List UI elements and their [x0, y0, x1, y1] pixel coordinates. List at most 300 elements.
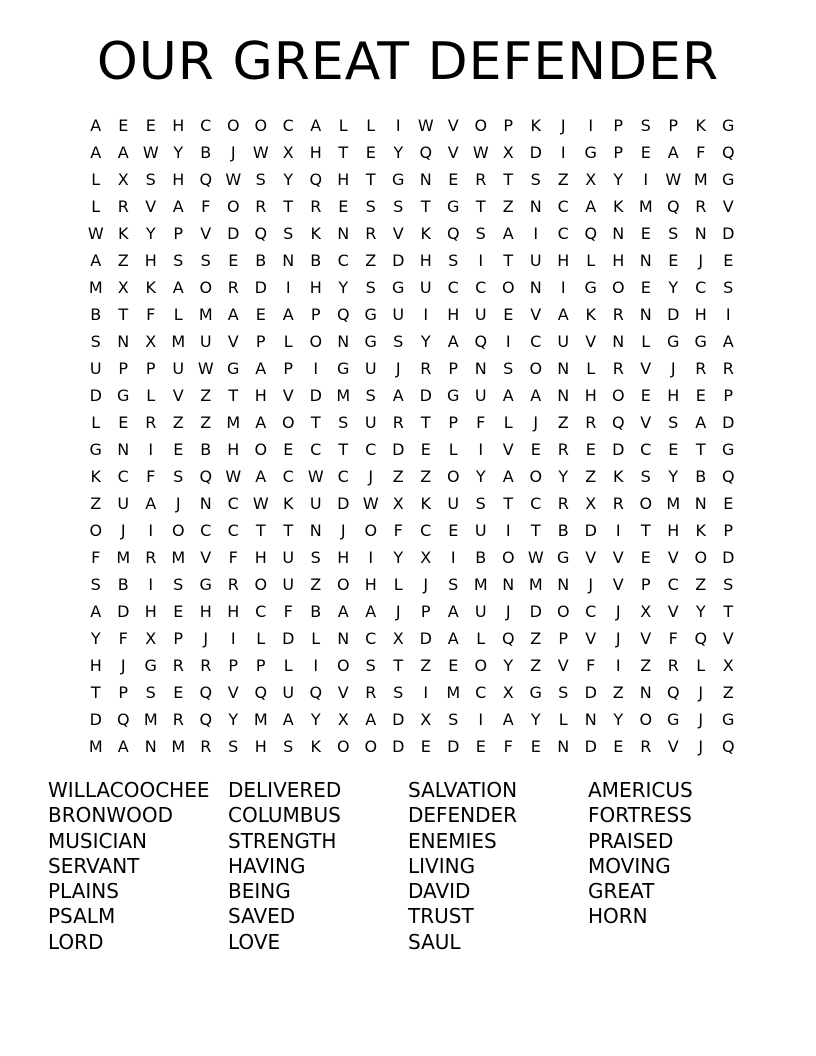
grid-letter: Z — [557, 413, 569, 432]
grid-letter: C — [585, 602, 597, 621]
grid-letter: E — [640, 143, 651, 162]
grid-letter: B — [200, 440, 212, 459]
grid-letter: I — [615, 656, 621, 675]
grid-letter: A — [227, 305, 239, 324]
grid-letter: V — [722, 629, 734, 648]
grid-letter: N — [612, 224, 625, 243]
grid-letter: O — [336, 737, 350, 756]
grid-letter: R — [695, 359, 707, 378]
grid-letter: G — [392, 278, 405, 297]
grid-letter: V — [530, 305, 542, 324]
grid-letter: A — [695, 413, 707, 432]
grid-letter: N — [639, 305, 652, 324]
grid-letter: V — [585, 629, 597, 648]
grid-letter: N — [502, 575, 515, 594]
grid-letter: J — [505, 602, 511, 621]
grid-letter: I — [285, 278, 291, 297]
grid-letter: U — [447, 494, 460, 513]
grid-letter: Z — [585, 467, 597, 486]
grid-letter: R — [172, 710, 184, 729]
grid-letter: N — [419, 170, 432, 189]
grid-letter: J — [588, 575, 594, 594]
grid-letter: V — [640, 359, 652, 378]
grid-letter: O — [529, 467, 543, 486]
grid-letter: K — [90, 467, 101, 486]
grid-row — [82, 463, 742, 490]
grid-letter: X — [392, 494, 404, 513]
grid-letter: V — [640, 413, 652, 432]
grid-row — [82, 301, 742, 328]
grid-letter: L — [366, 116, 376, 135]
grid-letter: Q — [694, 629, 708, 648]
grid-letter: U — [172, 359, 185, 378]
grid-letter: E — [640, 224, 651, 243]
grid-letter: X — [585, 494, 597, 513]
word-list — [48, 778, 788, 955]
grid-letter: D — [392, 440, 405, 459]
grid-letter: E — [448, 656, 459, 675]
word-item: LORD — [48, 929, 104, 954]
grid-letter: U — [419, 278, 432, 297]
grid-letter: G — [392, 170, 405, 189]
grid-letter: V — [667, 737, 679, 756]
word-item: DEFENDER — [408, 803, 518, 828]
grid-letter: J — [423, 575, 429, 594]
grid-letter: N — [612, 332, 625, 351]
grid-letter: C — [337, 467, 349, 486]
grid-letter: V — [557, 656, 569, 675]
grid-letter: E — [448, 521, 459, 540]
grid-letter: D — [584, 737, 597, 756]
grid-letter: W — [252, 143, 269, 162]
grid-letter: P — [503, 116, 514, 135]
grid-letter: O — [199, 278, 213, 297]
grid-letter: R — [145, 548, 157, 567]
grid-letter: D — [447, 737, 460, 756]
grid-letter: Z — [502, 197, 514, 216]
grid-letter: O — [639, 710, 653, 729]
grid-letter: T — [338, 440, 349, 459]
word-item: MUSICIAN — [48, 828, 147, 853]
grid-letter: U — [309, 494, 322, 513]
grid-letter: Y — [90, 629, 101, 648]
grid-letter: D — [89, 386, 102, 405]
grid-letter: X — [420, 548, 432, 567]
grid-letter: I — [230, 629, 236, 648]
grid-letter: C — [557, 224, 569, 243]
grid-letter: J — [615, 602, 621, 621]
grid-letter: Z — [557, 170, 569, 189]
grid-letter: F — [146, 305, 156, 324]
grid-letter: Y — [283, 170, 294, 189]
grid-letter: E — [585, 440, 596, 459]
grid-letter: Y — [310, 710, 321, 729]
grid-letter: X — [145, 332, 157, 351]
grid-letter: C — [420, 521, 432, 540]
grid-row — [82, 274, 742, 301]
grid-letter: P — [310, 305, 321, 324]
grid-letter: D — [529, 143, 542, 162]
grid-letter: V — [447, 116, 459, 135]
grid-letter: Z — [200, 386, 212, 405]
word-item: FORTRESS — [588, 803, 692, 828]
grid-letter: B — [255, 251, 267, 270]
grid-letter: S — [640, 116, 651, 135]
grid-letter: C — [282, 467, 294, 486]
grid-letter: R — [612, 494, 624, 513]
grid-letter: H — [612, 251, 625, 270]
grid-letter: L — [256, 629, 266, 648]
grid-letter: V — [585, 332, 597, 351]
grid-letter: D — [584, 683, 597, 702]
grid-letter: R — [172, 656, 184, 675]
grid-letter: U — [474, 521, 487, 540]
grid-letter: R — [420, 359, 432, 378]
grid-letter: U — [364, 359, 377, 378]
grid-letter: N — [144, 737, 157, 756]
grid-letter: Q — [336, 305, 350, 324]
grid-letter: W — [472, 143, 489, 162]
grid-letter: M — [88, 737, 103, 756]
grid-letter: K — [145, 278, 156, 297]
grid-letter: W — [527, 548, 544, 567]
grid-letter: K — [695, 116, 706, 135]
grid-letter: Q — [721, 737, 735, 756]
grid-letter: Z — [392, 467, 404, 486]
grid-letter: H — [309, 278, 322, 297]
grid-letter: D — [419, 629, 432, 648]
grid-letter: P — [448, 413, 459, 432]
grid-letter: D — [722, 548, 735, 567]
grid-letter: O — [529, 359, 543, 378]
grid-letter: U — [474, 386, 487, 405]
grid-letter: T — [365, 170, 376, 189]
grid-letter: N — [309, 521, 322, 540]
grid-letter: S — [338, 413, 349, 432]
grid-row — [82, 139, 742, 166]
grid-letter: M — [693, 170, 708, 189]
grid-letter: H — [419, 251, 432, 270]
grid-letter: D — [529, 602, 542, 621]
grid-letter: E — [613, 737, 624, 756]
grid-letter: N — [199, 494, 212, 513]
grid-letter: S — [448, 575, 459, 594]
grid-letter: H — [667, 521, 680, 540]
grid-letter: X — [722, 656, 734, 675]
grid-letter: R — [200, 656, 212, 675]
grid-letter: Z — [640, 656, 652, 675]
grid-letter: S — [200, 251, 211, 270]
grid-letter: R — [612, 305, 624, 324]
grid-letter: Q — [721, 143, 735, 162]
grid-letter: Z — [612, 683, 624, 702]
grid-letter: V — [585, 548, 597, 567]
grid-letter: G — [447, 386, 460, 405]
grid-letter: T — [503, 494, 514, 513]
grid-letter: D — [722, 413, 735, 432]
grid-letter: P — [255, 332, 266, 351]
grid-letter: T — [723, 602, 734, 621]
grid-letter: F — [91, 548, 101, 567]
grid-letter: R — [585, 413, 597, 432]
grid-letter: A — [145, 494, 157, 513]
grid-letter: I — [725, 305, 731, 324]
grid-letter: E — [448, 170, 459, 189]
grid-letter: D — [667, 305, 680, 324]
word-item: BEING — [228, 879, 291, 904]
grid-letter: D — [722, 224, 735, 243]
grid-letter: E — [420, 440, 431, 459]
grid-letter: K — [118, 224, 129, 243]
grid-letter: X — [502, 683, 514, 702]
grid-letter: A — [90, 602, 102, 621]
grid-letter: R — [557, 494, 569, 513]
grid-letter: Q — [419, 143, 433, 162]
grid-letter: L — [641, 332, 651, 351]
grid-letter: I — [505, 521, 511, 540]
grid-letter: H — [337, 170, 350, 189]
grid-letter: J — [615, 629, 621, 648]
grid-letter: K — [613, 197, 624, 216]
grid-letter: A — [172, 197, 184, 216]
grid-letter: C — [557, 197, 569, 216]
grid-letter: G — [227, 359, 240, 378]
grid-letter: L — [476, 629, 486, 648]
grid-letter: V — [227, 683, 239, 702]
grid-letter: D — [419, 386, 432, 405]
grid-letter: Y — [145, 224, 156, 243]
grid-letter: W — [252, 494, 269, 513]
grid-letter: D — [337, 494, 350, 513]
grid-letter: T — [420, 413, 431, 432]
grid-letter: G — [89, 440, 102, 459]
grid-letter: Z — [200, 413, 212, 432]
grid-letter: S — [228, 737, 239, 756]
grid-letter: N — [282, 251, 295, 270]
grid-letter: L — [393, 575, 403, 594]
grid-letter: G — [667, 710, 680, 729]
grid-letter: U — [117, 494, 130, 513]
grid-letter: E — [420, 737, 431, 756]
grid-letter: Q — [474, 332, 488, 351]
grid-letter: H — [364, 575, 377, 594]
grid-letter: E — [173, 602, 184, 621]
grid-letter: S — [558, 683, 569, 702]
grid-letter: K — [420, 224, 431, 243]
grid-letter: V — [200, 224, 212, 243]
grid-letter: E — [668, 251, 679, 270]
grid-letter: Z — [90, 494, 102, 513]
grid-letter: Q — [199, 683, 213, 702]
grid-letter: C — [447, 278, 459, 297]
grid-letter: Q — [254, 224, 268, 243]
grid-letter: Y — [475, 467, 486, 486]
grid-letter: T — [90, 683, 101, 702]
grid-letter: C — [200, 521, 212, 540]
grid-letter: K — [695, 521, 706, 540]
grid-letter: R — [365, 683, 377, 702]
grid-letter: O — [364, 737, 378, 756]
word-item: SERVANT — [48, 853, 140, 878]
grid-letter: A — [365, 602, 377, 621]
grid-letter: P — [420, 602, 431, 621]
grid-letter: V — [612, 575, 624, 594]
grid-letter: R — [475, 170, 487, 189]
grid-letter: X — [117, 170, 129, 189]
grid-letter: I — [368, 548, 374, 567]
grid-letter: L — [283, 656, 293, 675]
grid-letter: B — [200, 143, 212, 162]
grid-letter: A — [557, 305, 569, 324]
grid-letter: U — [89, 359, 102, 378]
grid-letter: R — [117, 197, 129, 216]
grid-letter: F — [201, 197, 211, 216]
grid-letter: T — [503, 251, 514, 270]
grid-letter: G — [584, 278, 597, 297]
grid-letter: S — [475, 224, 486, 243]
grid-letter: A — [172, 278, 184, 297]
grid-letter: A — [392, 386, 404, 405]
grid-letter: G — [667, 332, 680, 351]
word-item: GREAT — [588, 879, 655, 904]
grid-letter: G — [144, 656, 157, 675]
grid-letter: H — [144, 602, 157, 621]
grid-letter: J — [230, 143, 236, 162]
word-item: STRENGTH — [228, 828, 337, 853]
grid-letter: Z — [172, 413, 184, 432]
grid-letter: D — [584, 521, 597, 540]
grid-letter: E — [723, 494, 734, 513]
grid-letter: I — [588, 116, 594, 135]
grid-letter: Q — [199, 710, 213, 729]
grid-letter: T — [640, 521, 651, 540]
grid-letter: O — [501, 548, 515, 567]
grid-letter: L — [696, 656, 706, 675]
grid-letter: Q — [666, 197, 680, 216]
grid-letter: I — [313, 656, 319, 675]
grid-letter: I — [560, 143, 566, 162]
grid-row — [82, 490, 742, 517]
grid-letter: B — [557, 521, 569, 540]
grid-letter: E — [173, 683, 184, 702]
grid-letter: J — [175, 494, 181, 513]
grid-letter: C — [282, 116, 294, 135]
grid-letter: A — [667, 143, 679, 162]
grid-letter: N — [557, 575, 570, 594]
grid-letter: T — [338, 143, 349, 162]
grid-letter: P — [145, 359, 156, 378]
grid-letter: M — [666, 494, 681, 513]
grid-letter: A — [530, 386, 542, 405]
grid-row — [82, 517, 742, 544]
grid-letter: E — [173, 440, 184, 459]
grid-letter: L — [558, 710, 568, 729]
grid-letter: J — [395, 602, 401, 621]
grid-letter: I — [533, 224, 539, 243]
word-column — [588, 778, 768, 955]
grid-letter: J — [203, 629, 209, 648]
grid-letter: S — [310, 548, 321, 567]
grid-letter: O — [336, 656, 350, 675]
grid-letter: C — [365, 629, 377, 648]
grid-letter: R — [227, 575, 239, 594]
grid-letter: H — [254, 548, 267, 567]
grid-letter: N — [694, 224, 707, 243]
grid-letter: H — [227, 440, 240, 459]
grid-letter: Z — [117, 251, 129, 270]
grid-letter: M — [88, 278, 103, 297]
grid-letter: Z — [695, 575, 707, 594]
grid-letter: I — [148, 521, 154, 540]
grid-letter: S — [283, 224, 294, 243]
grid-letter: O — [336, 575, 350, 594]
grid-letter: N — [337, 224, 350, 243]
grid-letter: A — [90, 143, 102, 162]
grid-letter: N — [337, 332, 350, 351]
grid-letter: N — [557, 386, 570, 405]
grid-letter: S — [393, 197, 404, 216]
grid-letter: Z — [310, 575, 322, 594]
word-item: AMERICUS — [588, 778, 693, 802]
grid-letter: Y — [393, 548, 404, 567]
grid-letter: N — [584, 710, 597, 729]
grid-letter: R — [365, 224, 377, 243]
grid-letter: H — [227, 602, 240, 621]
grid-letter: O — [89, 521, 103, 540]
grid-letter: S — [668, 224, 679, 243]
word-item: HORN — [588, 904, 648, 929]
grid-letter: T — [393, 656, 404, 675]
grid-letter: U — [282, 575, 295, 594]
grid-letter: G — [722, 116, 735, 135]
grid-letter: Q — [309, 170, 323, 189]
word-item: LIVING — [408, 853, 476, 878]
grid-letter: L — [91, 197, 101, 216]
grid-letter: A — [255, 467, 267, 486]
grid-letter: C — [200, 116, 212, 135]
grid-letter: H — [557, 251, 570, 270]
grid-letter: P — [613, 116, 624, 135]
grid-letter: C — [365, 440, 377, 459]
grid-letter: U — [364, 413, 377, 432]
grid-letter: N — [639, 251, 652, 270]
grid-letter: S — [668, 413, 679, 432]
grid-letter: H — [337, 548, 350, 567]
grid-letter: L — [91, 170, 101, 189]
grid-letter: I — [148, 440, 154, 459]
grid-letter: K — [310, 737, 321, 756]
grid-letter: R — [145, 413, 157, 432]
grid-letter: J — [670, 359, 676, 378]
grid-row — [82, 625, 742, 652]
grid-letter: N — [117, 440, 130, 459]
grid-letter: G — [722, 440, 735, 459]
grid-letter: T — [310, 413, 321, 432]
grid-letter: O — [474, 656, 488, 675]
grid-letter: Q — [199, 170, 213, 189]
grid-letter: E — [723, 251, 734, 270]
grid-letter: S — [365, 197, 376, 216]
grid-letter: Z — [365, 251, 377, 270]
grid-letter: H — [309, 143, 322, 162]
page-title: OUR GREAT DEFENDER — [96, 32, 720, 92]
grid-letter: H — [584, 386, 597, 405]
grid-letter: S — [475, 494, 486, 513]
grid-letter: U — [529, 251, 542, 270]
grid-letter: J — [533, 413, 539, 432]
grid-letter: K — [585, 305, 596, 324]
grid-letter: O — [501, 278, 515, 297]
